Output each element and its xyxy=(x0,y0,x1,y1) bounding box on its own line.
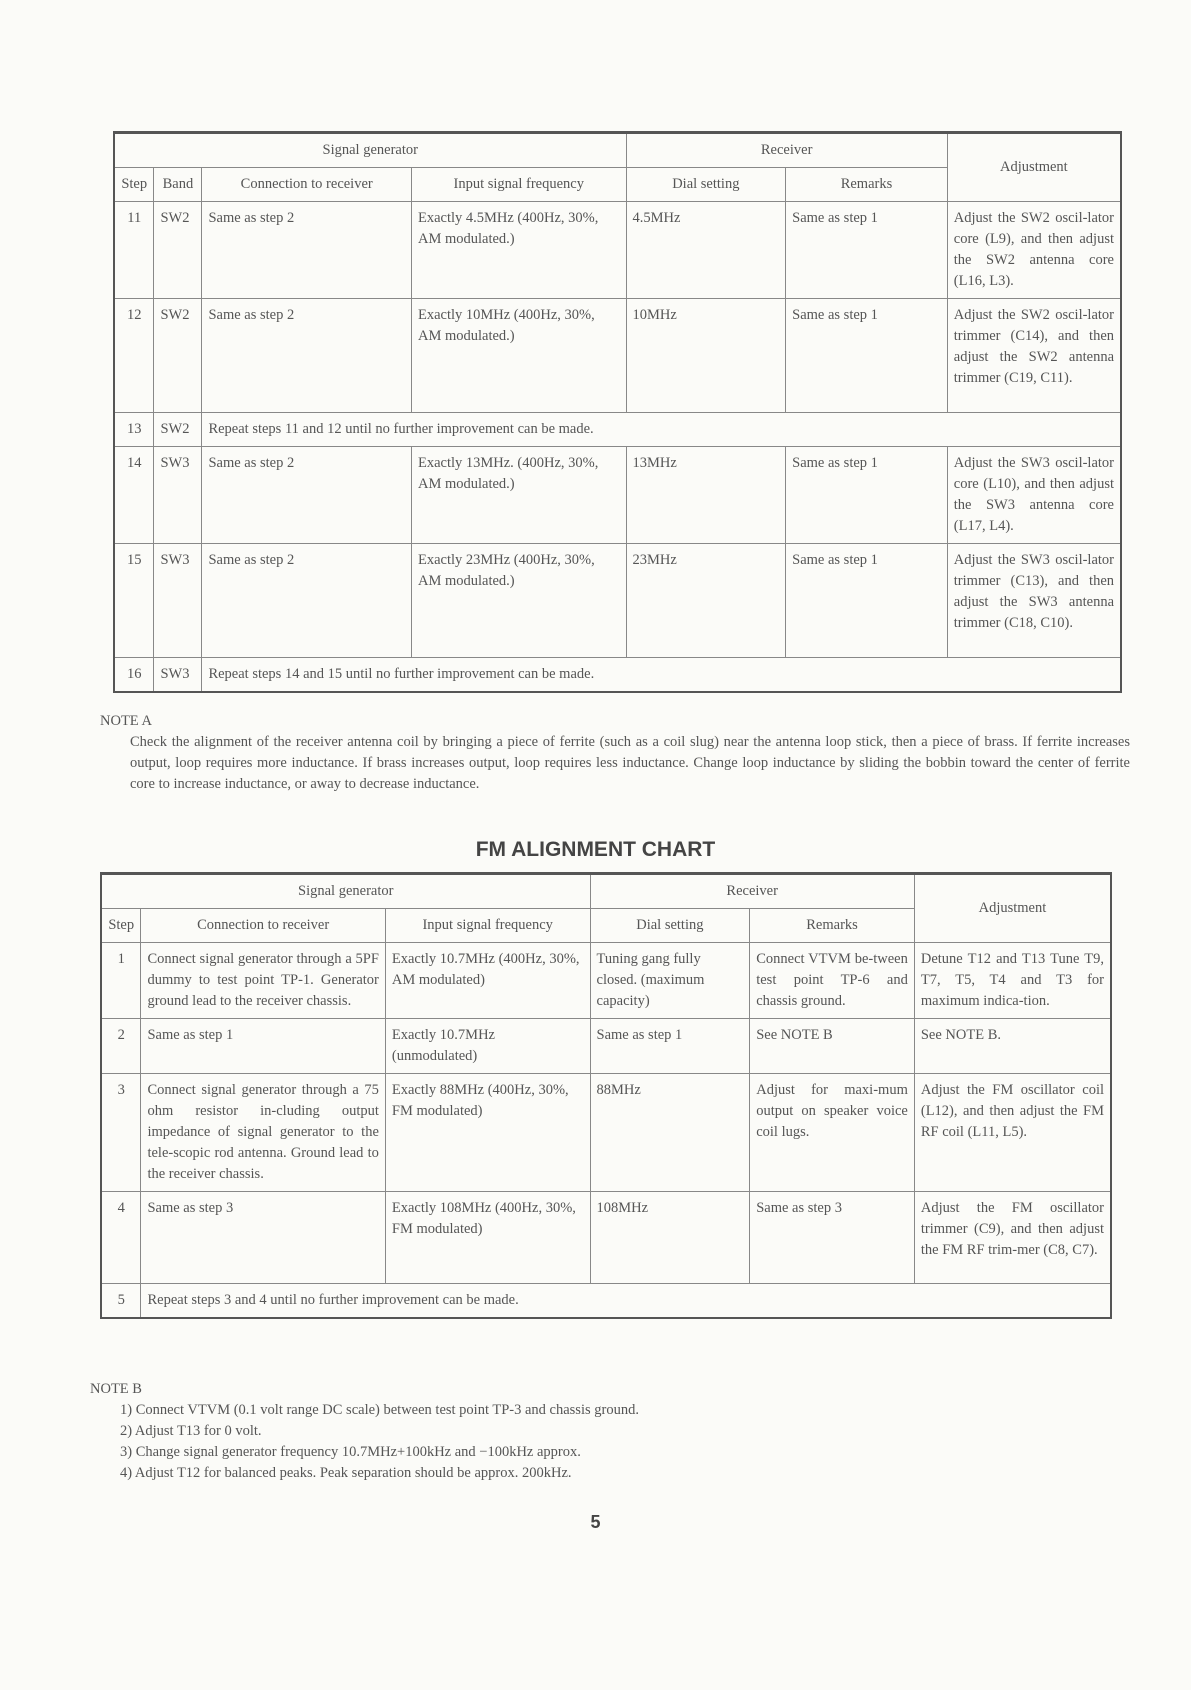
remarks-cell: See NOTE B xyxy=(750,1019,915,1074)
connection-cell: Same as step 2 xyxy=(202,202,412,299)
note-a-text: Check the alignment of the receiver antenna coil by bringing a piece of ferrite (such as a coil slug) near the antenna loop stick, then a piece of brass. If ferrite increases output, loop requires more inductance. If brass increases output, loop requires less inductance. Change loop inductance by sliding the bobbin toward the center of ferrite core to increase inductance, or away to decrease inductance. xyxy=(130,734,1130,792)
adjustment-cell: Adjust the SW2 oscil-lator core (L9), and then adjust the SW2 antenna core (L16, L3). xyxy=(947,202,1121,299)
step-cell: 16 xyxy=(114,658,154,693)
step-cell: 2 xyxy=(101,1019,141,1074)
note-b-item: 1) Connect VTVM (0.1 volt range DC scale) between test point TP-3 and chassis ground. xyxy=(120,1402,639,1418)
remarks-cell: Same as step 3 xyxy=(750,1192,915,1284)
input-cell: Exactly 108MHz (400Hz, 30%, FM modulated) xyxy=(385,1192,590,1284)
table-row xyxy=(101,1192,1111,1284)
header-receiver: Receiver xyxy=(626,133,947,168)
remarks-cell: Same as step 1 xyxy=(786,447,948,544)
header-receiver: Receiver xyxy=(590,874,914,909)
dial-cell: 4.5MHz xyxy=(626,202,786,299)
repeat-cell: Repeat steps 11 and 12 until no further improvement can be made. xyxy=(202,413,1121,447)
adjustment-cell: See NOTE B. xyxy=(914,1019,1111,1074)
input-cell: Exactly 23MHz (400Hz, 30%, AM modulated.) xyxy=(411,544,626,658)
remarks-cell: Same as step 1 xyxy=(786,299,948,413)
adjustment-cell: Adjust the FM oscillator coil (L12), and then adjust the FM RF coil (L11, L5). xyxy=(914,1074,1111,1192)
table-row xyxy=(114,299,1121,413)
band-cell: SW3 xyxy=(154,658,202,693)
note-a xyxy=(100,711,1130,795)
input-cell: Exactly 4.5MHz (400Hz, 30%, AM modulated.) xyxy=(411,202,626,299)
input-cell: Exactly 10.7MHz (unmodulated) xyxy=(385,1019,590,1074)
connection-cell: Same as step 3 xyxy=(141,1192,385,1284)
header-adjustment: Adjustment xyxy=(947,133,1121,202)
band-cell: SW2 xyxy=(154,413,202,447)
table-row xyxy=(101,943,1111,1019)
table-row xyxy=(101,1074,1111,1192)
repeat-cell: Repeat steps 3 and 4 until no further improvement can be made. xyxy=(141,1284,1111,1319)
remarks-cell: Adjust for maxi-mum output on speaker voice coil lugs. xyxy=(750,1074,915,1192)
header-connection: Connection to receiver xyxy=(141,909,385,943)
fm-alignment-table xyxy=(100,872,1112,1319)
dial-cell: 13MHz xyxy=(626,447,786,544)
header-remarks: Remarks xyxy=(786,168,948,202)
note-a-title: NOTE A xyxy=(100,713,152,729)
table-row xyxy=(114,658,1121,693)
am-alignment-table xyxy=(113,131,1122,693)
dial-cell: 10MHz xyxy=(626,299,786,413)
note-b-item: 4) Adjust T12 for balanced peaks. Peak separation should be approx. 200kHz. xyxy=(120,1465,572,1481)
header-signal-generator: Signal generator xyxy=(101,874,590,909)
header-band: Band xyxy=(154,168,202,202)
band-cell: SW2 xyxy=(154,299,202,413)
remarks-cell: Same as step 1 xyxy=(786,544,948,658)
header-remarks: Remarks xyxy=(750,909,915,943)
input-cell: Exactly 10MHz (400Hz, 30%, AM modulated.) xyxy=(411,299,626,413)
header-adjustment: Adjustment xyxy=(914,874,1111,943)
step-cell: 3 xyxy=(101,1074,141,1192)
table-row xyxy=(101,1284,1111,1319)
header-dial-setting: Dial setting xyxy=(590,909,750,943)
connection-cell: Connect signal generator through a 5PF dummy to test point TP-1. Generator ground lead to the receiver chassis. xyxy=(141,943,385,1019)
table-row xyxy=(114,544,1121,658)
step-cell: 15 xyxy=(114,544,154,658)
connection-cell: Same as step 1 xyxy=(141,1019,385,1074)
input-cell: Exactly 88MHz (400Hz, 30%, FM modulated) xyxy=(385,1074,590,1192)
input-cell: Exactly 10.7MHz (400Hz, 30%, AM modulated) xyxy=(385,943,590,1019)
connection-cell: Same as step 2 xyxy=(202,447,412,544)
adjustment-cell: Adjust the SW3 oscil-lator trimmer (C13), and then adjust the SW3 antenna trimmer (C18, C10). xyxy=(947,544,1121,658)
note-b-title: NOTE B xyxy=(90,1381,142,1397)
adjustment-cell: Adjust the FM oscillator trimmer (C9), and then adjust the FM RF trim-mer (C8, C7). xyxy=(914,1192,1111,1284)
step-cell: 11 xyxy=(114,202,154,299)
step-cell: 4 xyxy=(101,1192,141,1284)
table-row xyxy=(114,447,1121,544)
note-b xyxy=(90,1379,639,1484)
band-cell: SW3 xyxy=(154,447,202,544)
header-connection: Connection to receiver xyxy=(202,168,412,202)
connection-cell: Same as step 2 xyxy=(202,299,412,413)
table-row xyxy=(114,413,1121,447)
step-cell: 12 xyxy=(114,299,154,413)
header-input-frequency: Input signal frequency xyxy=(385,909,590,943)
adjustment-cell: Adjust the SW2 oscil-lator trimmer (C14), and then adjust the SW2 antenna trimmer (C19, C11). xyxy=(947,299,1121,413)
step-cell: 14 xyxy=(114,447,154,544)
header-step: Step xyxy=(114,168,154,202)
connection-cell: Connect signal generator through a 75 ohm resistor in-cluding output impedance of signal generator to the tele-scopic rod antenna. Ground lead to the receiver chassis. xyxy=(141,1074,385,1192)
input-cell: Exactly 13MHz. (400Hz, 30%, AM modulated.) xyxy=(411,447,626,544)
remarks-cell: Same as step 1 xyxy=(786,202,948,299)
step-cell: 5 xyxy=(101,1284,141,1319)
header-dial-setting: Dial setting xyxy=(626,168,786,202)
page-number: 5 xyxy=(590,1512,601,1532)
dial-cell: 23MHz xyxy=(626,544,786,658)
adjustment-cell: Adjust the SW3 oscil-lator core (L10), and then adjust the SW3 antenna core (L17, L4). xyxy=(947,447,1121,544)
header-step: Step xyxy=(101,909,141,943)
table-row xyxy=(101,1019,1111,1074)
step-cell: 1 xyxy=(101,943,141,1019)
band-cell: SW2 xyxy=(154,202,202,299)
fm-chart-title: FM ALIGNMENT CHART xyxy=(475,838,716,861)
dial-cell: 108MHz xyxy=(590,1192,750,1284)
note-b-item: 2) Adjust T13 for 0 volt. xyxy=(120,1423,262,1439)
adjustment-cell: Detune T12 and T13 Tune T9, T7, T5, T4 and T3 for maximum indica-tion. xyxy=(914,943,1111,1019)
dial-cell: Tuning gang fully closed. (maximum capacity) xyxy=(590,943,750,1019)
table-row xyxy=(114,202,1121,299)
remarks-cell: Connect VTVM be-tween test point TP-6 and chassis ground. xyxy=(750,943,915,1019)
dial-cell: Same as step 1 xyxy=(590,1019,750,1074)
repeat-cell: Repeat steps 14 and 15 until no further improvement can be made. xyxy=(202,658,1121,693)
header-input-frequency: Input signal frequency xyxy=(411,168,626,202)
note-b-item: 3) Change signal generator frequency 10.7MHz+100kHz and −100kHz approx. xyxy=(120,1444,581,1460)
connection-cell: Same as step 2 xyxy=(202,544,412,658)
band-cell: SW3 xyxy=(154,544,202,658)
header-signal-generator: Signal generator xyxy=(114,133,626,168)
dial-cell: 88MHz xyxy=(590,1074,750,1192)
step-cell: 13 xyxy=(114,413,154,447)
